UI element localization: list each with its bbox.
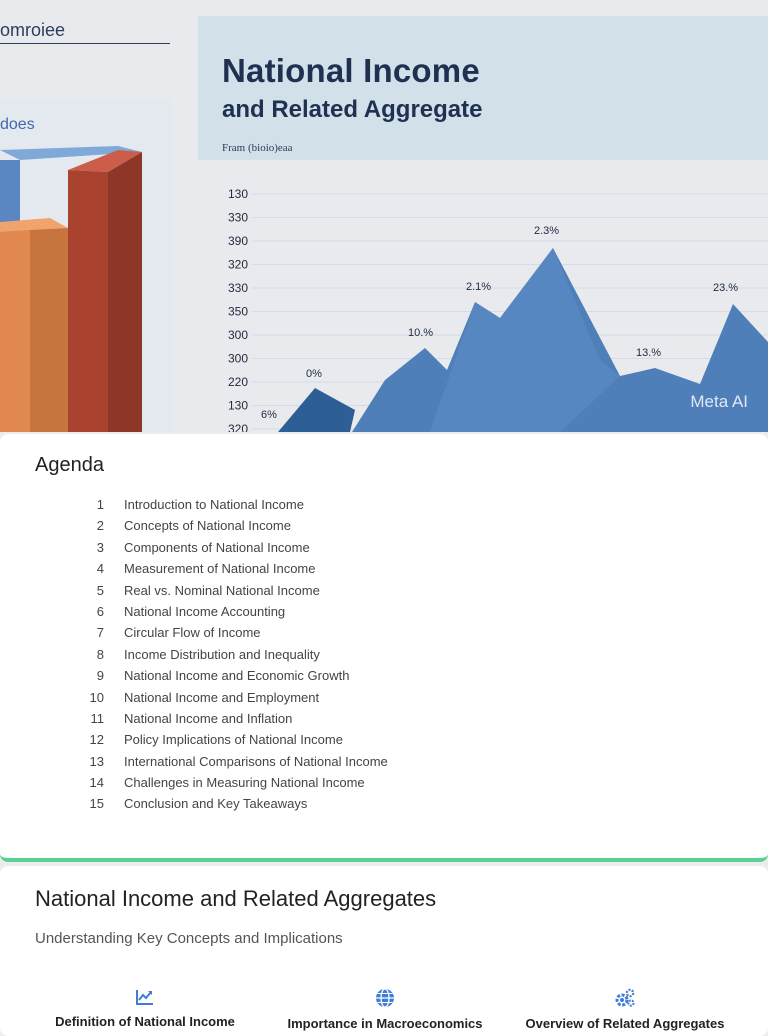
agenda-item-number: 4	[96, 561, 104, 577]
overview-card	[0, 866, 768, 1036]
y-tick-label: 300	[228, 328, 249, 342]
overview-subtitle: Understanding Key Concepts and Implications	[35, 930, 343, 947]
agenda-item-label: International Comparisons of National Income	[124, 753, 388, 769]
hero-title: National Income	[222, 52, 480, 89]
agenda-item-number: 6	[96, 603, 104, 619]
y-tick-label: 390	[228, 234, 249, 248]
agenda-item-number: 13	[89, 753, 104, 769]
agenda-item-label: National Income and Employment	[124, 689, 320, 705]
bar-orange	[0, 230, 30, 432]
hero-left-title: omroiee	[0, 20, 170, 44]
agenda-item-label: Challenges in Measuring National Income	[124, 775, 365, 791]
y-tick-label: 130	[228, 187, 249, 201]
agenda-item-label: National Income and Economic Growth	[124, 668, 350, 684]
point-label: 10.%	[408, 327, 434, 339]
agenda-item-number: 3	[96, 539, 104, 555]
chart-line-icon	[135, 988, 155, 1006]
agenda-item-number: 15	[89, 796, 104, 812]
point-label: 2.1%	[466, 281, 492, 293]
feature-importance[interactable]	[265, 988, 505, 1031]
agenda-item-label: Introduction to National Income	[124, 497, 304, 512]
hero-image	[0, 0, 768, 432]
agenda-item-label: Income Distribution and Inequality	[124, 646, 320, 662]
agenda-item-label: Real vs. Nominal National Income	[124, 582, 320, 598]
agenda-item-number: 8	[96, 646, 104, 662]
feature-overview[interactable]	[505, 988, 745, 1031]
agenda-item-label: Conclusion and Key Takeaways	[124, 796, 308, 812]
agenda-item-number: 1	[96, 497, 104, 512]
overview-title: National Income and Related Aggregates	[35, 886, 437, 911]
agenda-item-label: Policy Implications of National Income	[124, 732, 343, 748]
bar-red-side	[108, 152, 142, 432]
y-tick-label: 130	[228, 398, 249, 413]
point-label: 23.%	[713, 282, 739, 294]
globe-icon	[375, 988, 395, 1008]
y-tick-label: 320	[228, 257, 249, 272]
agenda-item-label: National Income Accounting	[124, 603, 286, 619]
point-label: 2.3%	[534, 225, 560, 237]
point-label: 6%	[261, 409, 277, 421]
y-tick-label: 350	[228, 304, 249, 319]
feature-label: Importance in Macroeconomics	[287, 1016, 483, 1031]
hero-subtitle: and Related Aggregate	[222, 96, 483, 123]
agenda-item-label: National Income and Inflation	[124, 710, 293, 726]
hero-left-label: does	[0, 116, 35, 133]
feature-label: Overview of Related Aggregates	[525, 1016, 725, 1031]
bar-orange-side	[30, 228, 68, 432]
area-series-back	[278, 388, 355, 432]
gears-icon	[614, 988, 636, 1008]
agenda-item-label: Measurement of National Income	[124, 561, 316, 577]
agenda-item-number: 9	[96, 668, 104, 684]
feature-definition[interactable]	[25, 988, 265, 1029]
y-tick-label: 330	[228, 281, 249, 295]
agenda-item-number: 14	[89, 775, 104, 791]
agenda-card	[0, 434, 768, 862]
agenda-item-number: 5	[96, 582, 104, 598]
y-tick-label: 300	[228, 351, 249, 366]
watermark: Meta AI	[690, 392, 748, 411]
agenda-item-number: 11	[90, 710, 104, 726]
agenda-item-number: 2	[96, 518, 104, 534]
y-tick-label: 320	[228, 422, 249, 432]
y-tick-label: 220	[228, 375, 249, 389]
hero-source: Fram (bioio)eaa	[222, 142, 293, 154]
bar-red	[68, 170, 108, 432]
agenda-item-number: 10	[89, 689, 104, 705]
feature-label: Definition of National Income	[55, 1014, 235, 1029]
agenda-title: Agenda	[35, 454, 104, 476]
y-tick-label: 330	[228, 210, 249, 225]
point-label: 0%	[306, 368, 322, 380]
agenda-item-number: 7	[96, 625, 104, 641]
agenda-item-label: Concepts of National Income	[124, 518, 291, 534]
agenda-item-label: Circular Flow of Income	[124, 625, 261, 641]
point-label: 13.%	[636, 347, 662, 359]
agenda-item-number: 12	[89, 732, 104, 748]
agenda-item-label: Components of National Income	[124, 539, 310, 555]
